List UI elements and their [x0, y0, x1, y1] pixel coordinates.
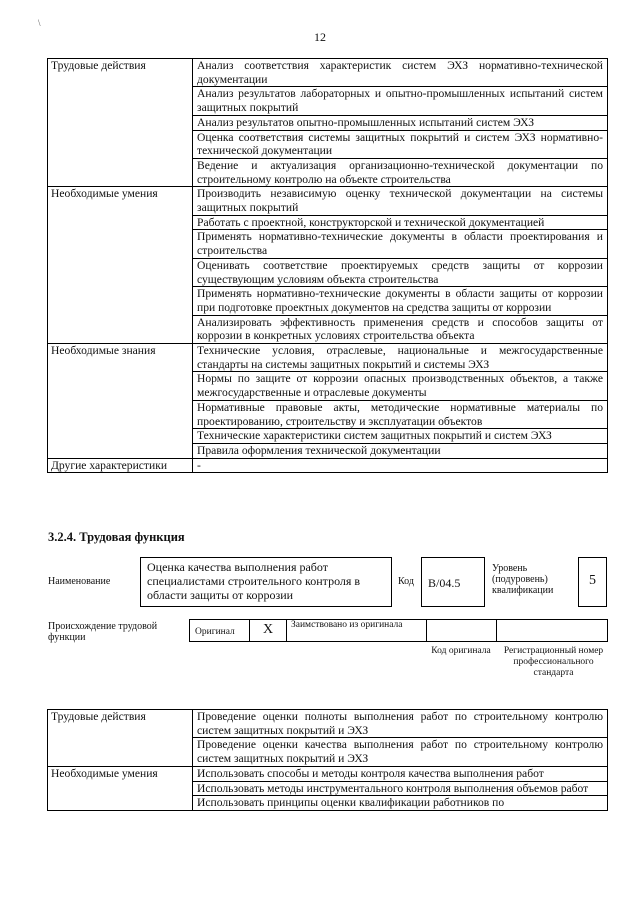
table-row — [48, 766, 608, 781]
registration-caption: Регистрационный номер профессионального стандарта — [503, 646, 604, 678]
borrowed-cell — [286, 619, 426, 641]
competency-table-1 — [47, 58, 608, 473]
row-item-text: Правила оформления технической документации — [193, 443, 608, 458]
competency-table-2 — [47, 709, 608, 811]
page-number: 12 — [314, 30, 326, 44]
row-category-label: Другие характеристики — [48, 458, 193, 473]
row-item-text: Проведение оценки полноты выполнения работ по строительному контролю систем защитных покрытий и ЭХЗ — [193, 710, 608, 738]
row-category-label: Необходимые умения — [48, 766, 193, 810]
origin-row — [189, 619, 608, 642]
row-item-text: Оценка соответствия системы защитных покрытий и систем ЭХЗ нормативно-технической документации — [193, 130, 608, 158]
row-item-text: Технические условия, отраслевые, национальные и межгосударственные стандарты на системы защитных покрытий и системы ЭХЗ — [193, 344, 608, 372]
row-item-text: Нормы по защите от коррозии опасных производственных объектов, а также межгосударственные и отраслевые документы — [193, 372, 608, 400]
row-item-text: Применять нормативно-технические документы в области защиты от коррозии при подготовке проектных документов на средства защиты от коррозии — [193, 287, 608, 315]
name-label: Наименование — [48, 576, 111, 587]
level-value-box: 5 — [578, 557, 607, 607]
row-item-text: Ведение и актуализация организационно-технической документации по строительному контролю на объекте строительства — [193, 158, 608, 186]
table-row — [48, 458, 608, 473]
row-item-text: Использовать способы и методы контроля качества выполнения работ — [193, 766, 608, 781]
level-label: Уровень (подуровень) квалификации — [492, 563, 554, 596]
row-item-text: Использовать принципы оценки квалификации работников по — [193, 796, 608, 811]
row-category-label: Необходимые знания — [48, 344, 193, 459]
row-item-text: - — [193, 458, 608, 473]
code-value-box: B/04.5 — [421, 557, 485, 607]
section-heading: 3.2.4. Трудовая функция — [48, 530, 185, 544]
row-item-text: Оценивать соответствие проектируемых средств защиты от коррозии существующим условиям объекта строительства — [193, 258, 608, 286]
row-category-label: Трудовые действия — [48, 59, 193, 187]
original-mark: X — [249, 619, 286, 641]
table-row — [48, 710, 608, 738]
original-label: Оригинал — [195, 627, 235, 637]
original-code-caption: Код оригинала — [431, 646, 491, 656]
row-item-text: Производить независимую оценку технической документации на системы защитных покрытий — [193, 187, 608, 215]
row-category-label: Необходимые умения — [48, 187, 193, 344]
row-item-text: Нормативные правовые акты, методические нормативные материалы по проектированию, строительству и эксплуатации объектов — [193, 400, 608, 428]
borrowed-label: Заимствовано из оригинала — [291, 620, 403, 630]
row-item-text: Анализ результатов опытно-промышленных испытаний систем ЭХЗ — [193, 115, 608, 130]
row-item-text: Анализ соответствия характеристик систем ЭХЗ нормативно-технической документации — [193, 59, 608, 87]
row-category-label: Трудовые действия — [48, 710, 193, 767]
table-row — [48, 59, 608, 87]
row-item-text: Технические характеристики систем защитных покрытий и систем ЭХЗ — [193, 429, 608, 444]
row-item-text: Проведение оценки качества выполнения работ по строительному контролю систем защитных покрытий и ЭХЗ — [193, 738, 608, 766]
original-cell — [189, 619, 249, 641]
row-item-text: Использовать методы инструментального контроля выполнения объемов работ — [193, 781, 608, 796]
table-row — [48, 344, 608, 372]
row-item-text: Анализ результатов лабораторных и опытно-промышленных испытаний систем защитных покрытий — [193, 87, 608, 115]
registration-number-cell — [496, 619, 608, 641]
table-row — [48, 187, 608, 215]
row-item-text: Работать с проектной, конструкторской и технической документацией — [193, 215, 608, 230]
origin-label: Происхождение трудовой функции — [48, 621, 158, 643]
corner-mark: \ — [38, 18, 41, 28]
row-item-text: Анализировать эффективность применения средств и способов защиты от коррозии в конкретных условиях строительства объекта — [193, 315, 608, 343]
function-name-box: Оценка качества выполнения работ специалистами строительного контроля в области защиты от коррозии — [140, 557, 392, 607]
code-label: Код — [398, 576, 414, 587]
original-code-cell — [426, 619, 496, 641]
row-item-text: Применять нормативно-технические документы в области проектирования и строительства — [193, 230, 608, 258]
